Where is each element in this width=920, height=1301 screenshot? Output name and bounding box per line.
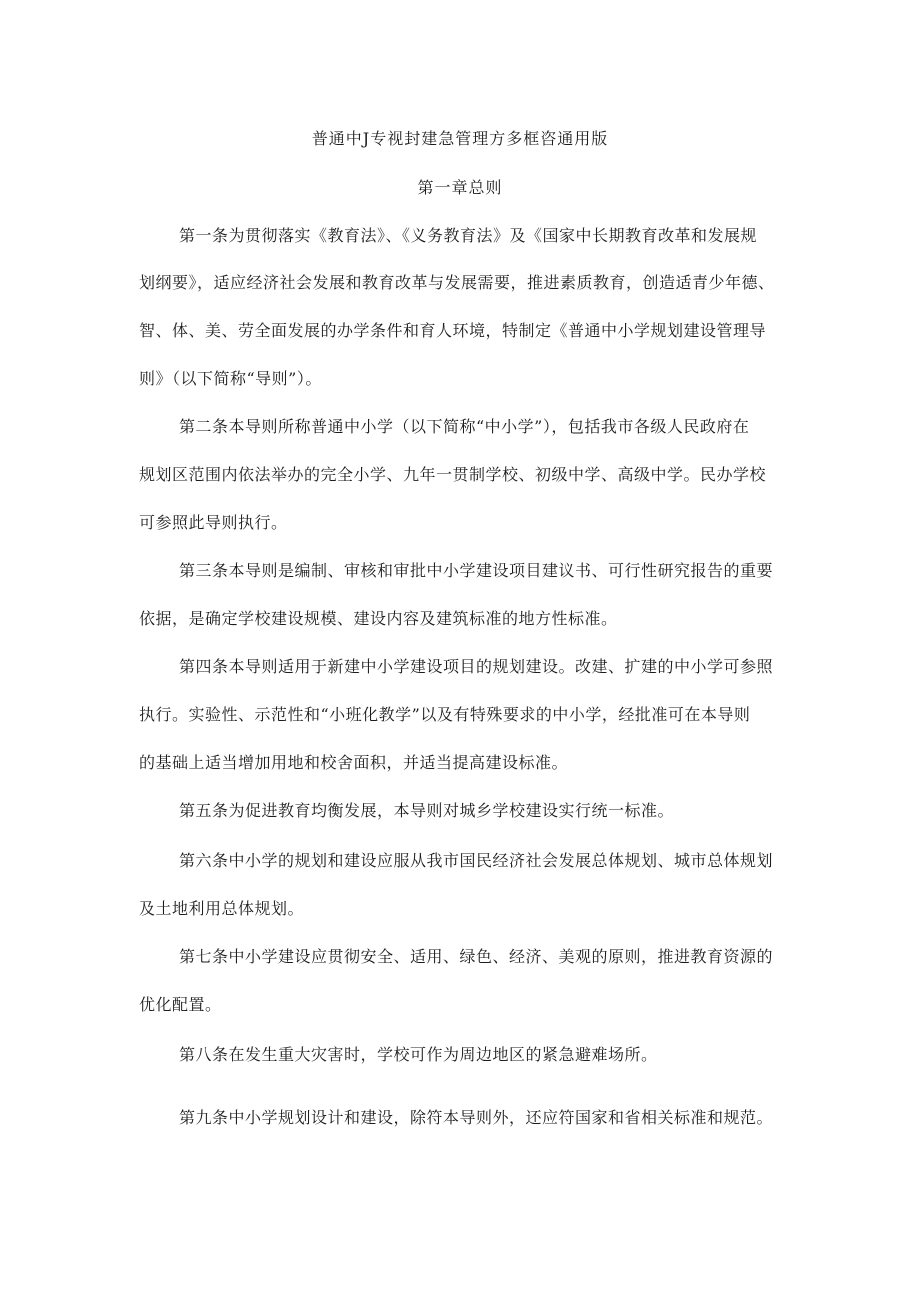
article-4-line-2: 执行。实验性、示范性和“小班化教学”以及有特殊要求的中小学，经批准可在本导则 (139, 705, 751, 724)
article-6-line-1: 第六条中小学的规划和建设应服从我市国民经济社会发展总体规划、城市总体规划 (179, 851, 774, 870)
article-2-line-3: 可参照此导则执行。 (139, 513, 288, 532)
article-7-line-2: 优化配置。 (139, 995, 222, 1014)
document-title: 普通中J专视封建急管理方多框咨通用版 (311, 129, 609, 148)
article-9-line-1: 第九条中小学规划设计和建设，除符本导则外，还应符国家和省相关标准和规范。 (179, 1108, 774, 1127)
chapter-heading: 第一章总则 (417, 178, 503, 197)
article-1-line-3: 智、体、美、劳全面发展的办学条件和育人环境，特制定《普通中小学规划建设管理导 (139, 321, 767, 340)
article-3-line-2: 依据，是确定学校建设规模、建设内容及建筑标准的地方性标准。 (139, 609, 618, 628)
article-1-line-1: 第一条为贯彻落实《教育法》、《义务教育法》及《国家中长期教育改革和发展规 (179, 226, 758, 245)
article-8-line-1: 第八条在发生重大灾害时，学校可作为周边地区的紧急避难场所。 (179, 1045, 658, 1064)
article-4-line-3: 的基础上适当增加用地和校舍面积，并适当提高建设标准。 (139, 753, 569, 772)
article-1-line-4: 则》（以下简称“导则”）。 (139, 369, 322, 388)
article-2-line-1: 第二条本导则所称普通中小学（以下简称“中小学”），包括我市各级人民政府在 (179, 417, 750, 436)
article-2-line-2: 规划区范围内依法举办的完全小学、九年一贯制学校、初级中学、高级中学。民办学校 (139, 465, 767, 484)
article-5-line-1: 第五条为促进教育均衡发展，本导则对城乡学校建设实行统一标准。 (179, 801, 675, 820)
article-3-line-1: 第三条本导则是编制、审核和审批中小学建设项目建议书、可行性研究报告的重要 (179, 561, 774, 580)
article-4-line-1: 第四条本导则适用于新建中小学建设项目的规划建设。改建、扩建的中小学可参照 (179, 657, 774, 676)
article-1-line-2: 划纲要》，适应经济社会发展和教育改革与发展需要，推进素质教育，创造适青少年德、 (139, 273, 775, 292)
article-6-line-2: 及土地利用总体规划。 (139, 899, 305, 918)
article-7-line-1: 第七条中小学建设应贯彻安全、适用、绿色、经济、美观的原则，推进教育资源的 (179, 947, 774, 966)
